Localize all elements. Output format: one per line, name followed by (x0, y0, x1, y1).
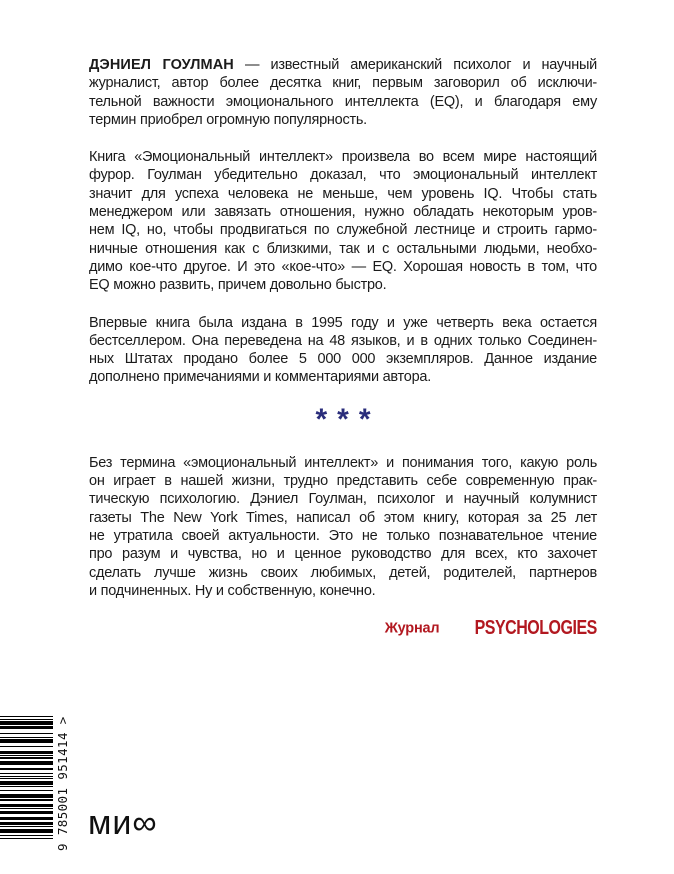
barcode-bar (0, 829, 53, 833)
text-line: менеджером или завязать отношения, нужно обладать некоторым уров- (89, 204, 597, 221)
paragraph-book-furor (89, 148, 597, 294)
barcode-bars (0, 716, 53, 839)
barcode-bar (0, 794, 53, 798)
text-line: фурор. Гоулман убедительно доказал, что эмоциональный интеллект (89, 167, 597, 184)
text-line: нем IQ, но, чтобы продвигаться по служебной лестнице и строить гармо- (89, 222, 597, 239)
text-line: значит для успеха человека не меньше, чем уровень IQ. Чтобы стать (89, 185, 597, 202)
text-line: не утратила своей актуальности. Это не только познавательное чтение (89, 527, 597, 544)
text-line: Без термина «эмоциональный интеллект» и понимания того, какую роль (89, 454, 597, 471)
barcode-bar (0, 826, 53, 827)
text-line: ничные отношения как с близкими, так и с остальными людьми, необхо- (89, 240, 597, 257)
barcode-bar (0, 737, 53, 738)
barcode-bar (0, 808, 53, 809)
text-line: и подчиненных. Ну и собственную, конечно. (89, 582, 376, 599)
paragraph-author (89, 56, 597, 129)
publisher-logo-mif: ми∞ (88, 804, 158, 842)
barcode-bar (0, 726, 53, 729)
barcode-bar (0, 822, 53, 825)
text-line: газеты The New York Times, написал об этом книгу, которая за 25 лет (89, 509, 597, 526)
annotation-text (89, 56, 597, 638)
text-line: тическую психологию. Дэниел Гоулман, психолог и научный колумнист (89, 491, 597, 508)
text-line: ных Штатах продано более 5 000 000 экземпляров. Данное издание (89, 351, 597, 368)
section-separator-asterisks: *** (315, 402, 381, 436)
barcode-bar (0, 778, 53, 779)
author-name: ДЭНИЕЛ ГОУЛМАН (89, 57, 234, 73)
barcode-bar (0, 733, 53, 734)
text-line: про разум и чувства, но и ценное руководство для всех, кто захочет (89, 546, 597, 563)
paragraph-book-furor-lines (89, 148, 597, 294)
text-line: димо кое-что другое. И это «кое-что» — EQ. Хорошая новость в том, что (89, 258, 597, 275)
barcode-bar (0, 761, 53, 765)
barcode-bar (0, 790, 53, 791)
barcode-bar (0, 804, 53, 807)
text-line: Книга «Эмоциональный интеллект» произвела во всем мире настоящий (89, 149, 597, 166)
isbn-number: 9 785001 951414 > (55, 716, 70, 851)
paragraph-author-lines (89, 74, 597, 129)
barcode-bar (0, 817, 53, 820)
barcode-bar (0, 786, 53, 787)
barcode-bar (0, 755, 53, 756)
text-line: дополнено примечаниями и комментариями автора. (89, 369, 432, 386)
attribution-brand-psychologies: PSYCHOLOGIES (474, 617, 597, 640)
text-line: журналист, автор более десятка книг, первым заговорил об исключи- (89, 75, 597, 92)
barcode-bar (0, 757, 53, 758)
text-line: тельной важности эмоционального интеллекта (EQ), и благодаря ему (89, 93, 597, 110)
barcode-bar (0, 716, 53, 717)
paragraph-review (89, 454, 597, 600)
text-line: EQ можно развить, причем довольно быстро. (89, 277, 387, 294)
isbn-barcode (0, 714, 74, 854)
barcode-bar (0, 746, 53, 747)
text-line (89, 56, 597, 74)
text-line: бестселлером. Она переведена на 48 языков, и в одних только Соединен- (89, 332, 597, 349)
barcode-bar (0, 721, 53, 725)
barcode-bar (0, 776, 53, 777)
barcode-bar (0, 781, 53, 785)
text-line: термин приобрел огромную популярность. (89, 111, 367, 128)
review-attribution (89, 619, 597, 638)
barcode-bar (0, 838, 53, 839)
barcode-bar (0, 719, 53, 720)
text-line: он играет в нашей жизни, трудно представить себе современную прак- (89, 473, 597, 490)
paragraph-editions (89, 314, 597, 387)
barcode-bar (0, 751, 53, 754)
barcode-bar (0, 799, 53, 802)
barcode-bar (0, 768, 53, 771)
barcode-bar (0, 739, 53, 743)
text-line: Впервые книга была издана в 1995 году и уже четверть века остается (89, 314, 597, 331)
author-line-rest: — известный американский психолог и научный (233, 57, 597, 73)
barcode-bar (0, 811, 53, 815)
attribution-label: Журнал (384, 620, 440, 637)
barcode-bar (0, 835, 53, 836)
paragraph-editions-lines (89, 314, 597, 387)
text-line: сделать лучше жизнь своих любимых, детей, родителей, партнеров (89, 564, 597, 581)
barcode-bar (0, 773, 53, 774)
paragraph-review-lines (89, 454, 597, 600)
